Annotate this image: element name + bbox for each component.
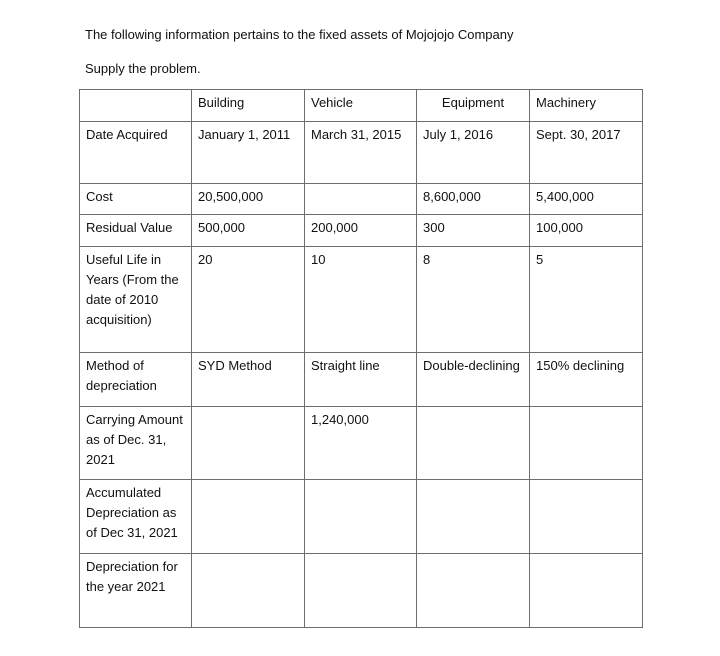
cell-equipment: 8,600,000: [417, 184, 530, 215]
cell-building: [192, 554, 305, 628]
cell-vehicle: 1,240,000: [305, 407, 417, 480]
cell-equipment: Double-declining: [417, 353, 530, 407]
cell-equipment: 300: [417, 215, 530, 247]
instruction-text: Supply the problem.: [85, 61, 201, 76]
cell-building: [192, 407, 305, 480]
row-label: Accumulated Depreciation as of Dec 31, 2021: [80, 480, 192, 554]
cell-building: 20,500,000: [192, 184, 305, 215]
cell-machinery: 5: [530, 247, 643, 353]
cell-equipment: July 1, 2016: [417, 122, 530, 184]
table-row-useful-life: [80, 247, 643, 353]
cell-machinery: [530, 407, 643, 480]
cell-vehicle: [305, 184, 417, 215]
cell-machinery: [530, 554, 643, 628]
table-row-carrying-amount: [80, 407, 643, 480]
cell-vehicle: 200,000: [305, 215, 417, 247]
cell-equipment: [417, 480, 530, 554]
row-label: Carrying Amount as of Dec. 31, 2021: [80, 407, 192, 480]
cell-building: 500,000: [192, 215, 305, 247]
cell-vehicle: [305, 480, 417, 554]
table-row-cost: [80, 184, 643, 215]
cell-equipment: 8: [417, 247, 530, 353]
cell-equipment: [417, 554, 530, 628]
table-row-method: [80, 353, 643, 407]
fixed-assets-table: [79, 89, 643, 628]
row-label: Useful Life in Years (From the date of 2010 acquisition): [80, 247, 192, 353]
header-cell-empty: [80, 90, 192, 122]
cell-building: January 1, 2011: [192, 122, 305, 184]
table-row-date-acquired: [80, 122, 643, 184]
table-row-depreciation-2021: [80, 554, 643, 628]
cell-machinery: [530, 480, 643, 554]
row-label: Depreciation for the year 2021: [80, 554, 192, 628]
cell-machinery: 5,400,000: [530, 184, 643, 215]
cell-building: [192, 480, 305, 554]
table-header-row: [80, 90, 643, 122]
header-vehicle: Vehicle: [305, 90, 417, 122]
cell-vehicle: 10: [305, 247, 417, 353]
cell-vehicle: Straight line: [305, 353, 417, 407]
header-equipment: Equipment: [417, 90, 530, 122]
row-label: Cost: [80, 184, 192, 215]
cell-machinery: 100,000: [530, 215, 643, 247]
table-row-residual-value: [80, 215, 643, 247]
intro-text: The following information pertains to the fixed assets of Mojojojo Company: [85, 27, 514, 42]
row-label: Date Acquired: [80, 122, 192, 184]
cell-machinery: 150% declining: [530, 353, 643, 407]
row-label: Residual Value: [80, 215, 192, 247]
cell-building: 20: [192, 247, 305, 353]
row-label: Method of depreciation: [80, 353, 192, 407]
header-machinery: Machinery: [530, 90, 643, 122]
cell-equipment: [417, 407, 530, 480]
cell-vehicle: March 31, 2015: [305, 122, 417, 184]
header-building: Building: [192, 90, 305, 122]
cell-vehicle: [305, 554, 417, 628]
cell-machinery: Sept. 30, 2017: [530, 122, 643, 184]
cell-building: SYD Method: [192, 353, 305, 407]
table-row-accumulated-depreciation: [80, 480, 643, 554]
